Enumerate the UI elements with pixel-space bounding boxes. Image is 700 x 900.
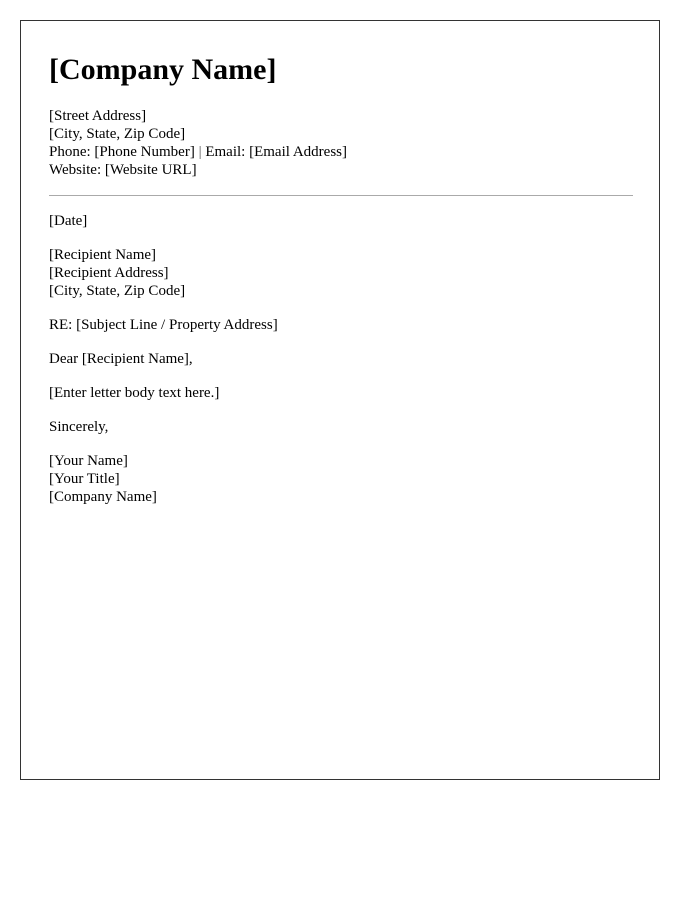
body-block <box>49 384 631 402</box>
phone-email-line <box>49 143 631 161</box>
subject-block <box>49 316 631 334</box>
closing: Sincerely, <box>49 419 109 435</box>
letterhead-contact-block <box>49 107 631 179</box>
recipient-block <box>49 246 631 300</box>
website-value: [Website URL] <box>104 162 197 178</box>
email-value: [Email Address] <box>249 144 347 160</box>
contact-separator: | <box>198 144 202 160</box>
signature-name: [Your Name] <box>49 453 128 469</box>
signature-company: [Company Name] <box>49 489 157 505</box>
letter-page <box>20 20 660 780</box>
subject-line: RE: [Subject Line / Property Address] <box>49 317 278 333</box>
phone-label: Phone: <box>49 144 91 160</box>
salutation: Dear [Recipient Name], <box>49 351 193 367</box>
letter-body: [Enter letter body text here.] <box>49 385 220 401</box>
letterhead-divider <box>49 195 633 196</box>
recipient-city-state-zip: [City, State, Zip Code] <box>49 283 186 299</box>
website-label: Website: <box>49 162 102 178</box>
street-address: [Street Address] <box>49 108 147 124</box>
signature-title: [Your Title] <box>49 471 120 487</box>
signature-block <box>49 452 631 506</box>
phone-value: [Phone Number] <box>94 144 195 160</box>
website-line <box>49 161 631 179</box>
email-label: Email: <box>205 144 246 160</box>
letter-content <box>49 51 631 506</box>
company-name-heading: [Company Name] <box>49 53 277 86</box>
salutation-block <box>49 350 631 368</box>
city-state-zip: [City, State, Zip Code] <box>49 126 186 142</box>
letter-date: [Date] <box>49 213 88 229</box>
recipient-address: [Recipient Address] <box>49 265 169 281</box>
closing-block <box>49 418 631 436</box>
date-block <box>49 212 631 230</box>
recipient-name: [Recipient Name] <box>49 247 157 263</box>
